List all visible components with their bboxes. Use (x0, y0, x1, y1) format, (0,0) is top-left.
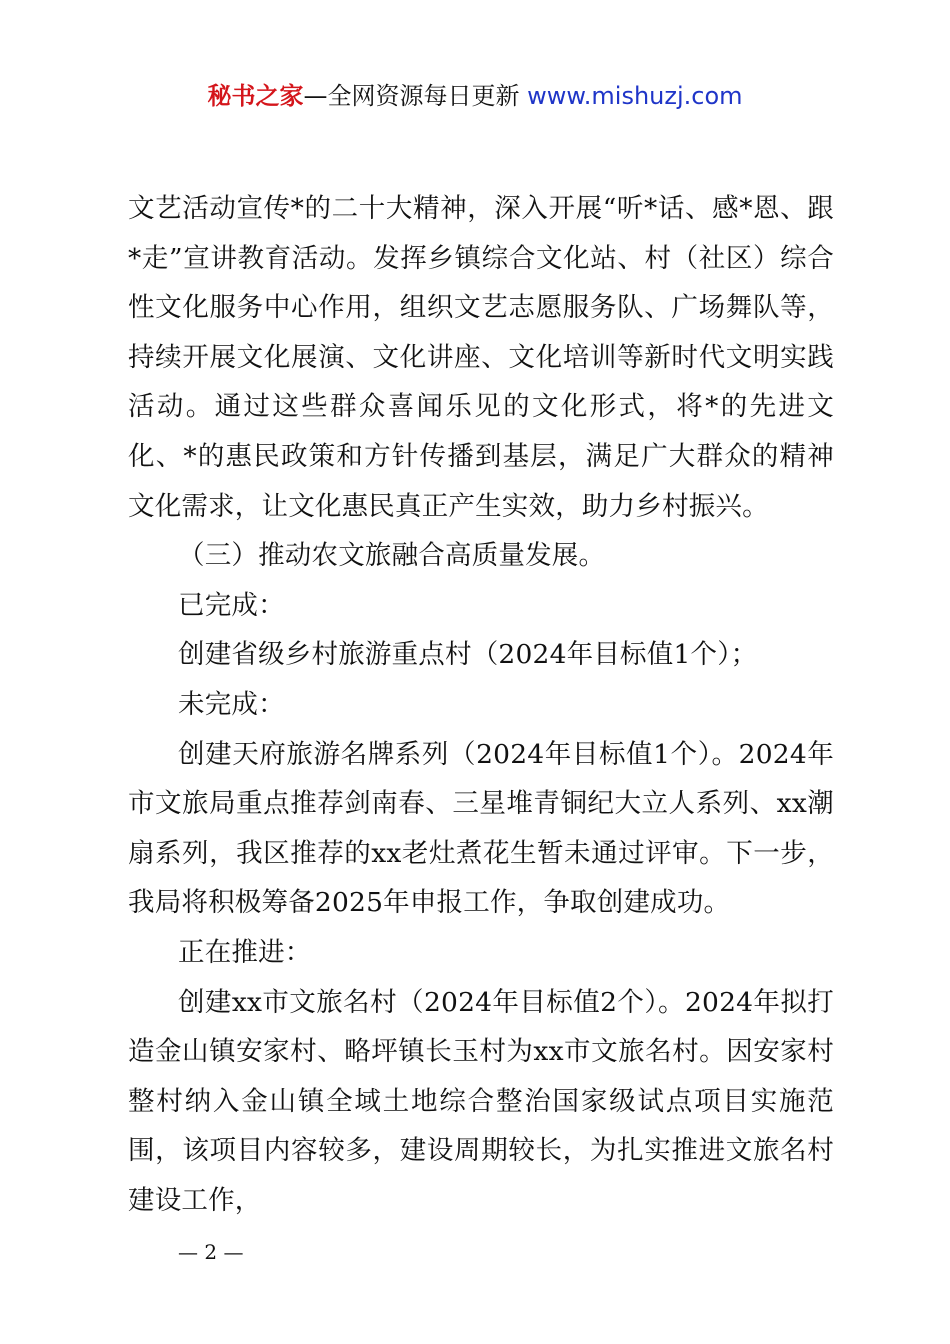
site-banner (0, 80, 950, 112)
document-body (128, 184, 834, 1225)
status-label-completed: 已完成： (178, 589, 285, 621)
site-url-link[interactable]: www.mishuzj.com (527, 82, 743, 110)
brand-name: 秘书之家 (207, 82, 304, 110)
status-label-in-progress: 正在推进： (178, 936, 312, 968)
body-paragraph: 创建省级乡村旅游重点村（2024年目标值1个）； (178, 639, 758, 671)
body-paragraph: 文艺活动宣传*的二十大精神，深入开展“听*话、感*恩、跟*走”宣讲教育活动。发挥乡镇综合文化站、村（社区）综合性文化服务中心作用，组织文艺志愿服务队、广场舞队等，持续开展文化展演、文化讲座、文化培训等新时代文明实践活动。通过这些群众喜闻乐见的文化形式，将*的先进文化、*的惠民政策和方针传播到基层，满足广大群众的精神文化需求，让文化惠民真正产生实效，助力乡村振兴。 (128, 193, 834, 522)
body-paragraph: 创建xx市文旅名村（2024年目标值2个）。2024年拟打造金山镇安家村、略坪镇长玉村为xx市文旅名村。因安家村整村纳入金山镇全域土地综合整治国家级试点项目实施范围，该项目内容较多，建设周期较长，为扎实推进文旅名村建设工作， (128, 986, 834, 1216)
body-paragraph: 创建天府旅游名牌系列（2024年目标值1个）。2024年市文旅局重点推荐剑南春、三星堆青铜纪大立人系列、xx潮扇系列，我区推荐的xx老灶煮花生暂未通过评审。下一步，我局将积极筹备2025年申报工作，争取创建成功。 (128, 738, 834, 919)
status-label-incomplete: 未完成： (178, 688, 285, 720)
section-heading: （三）推动农文旅融合高质量发展。 (178, 540, 606, 572)
banner-tagline: —全网资源每日更新 (303, 82, 528, 110)
page-number: — 2 — (178, 1240, 244, 1264)
